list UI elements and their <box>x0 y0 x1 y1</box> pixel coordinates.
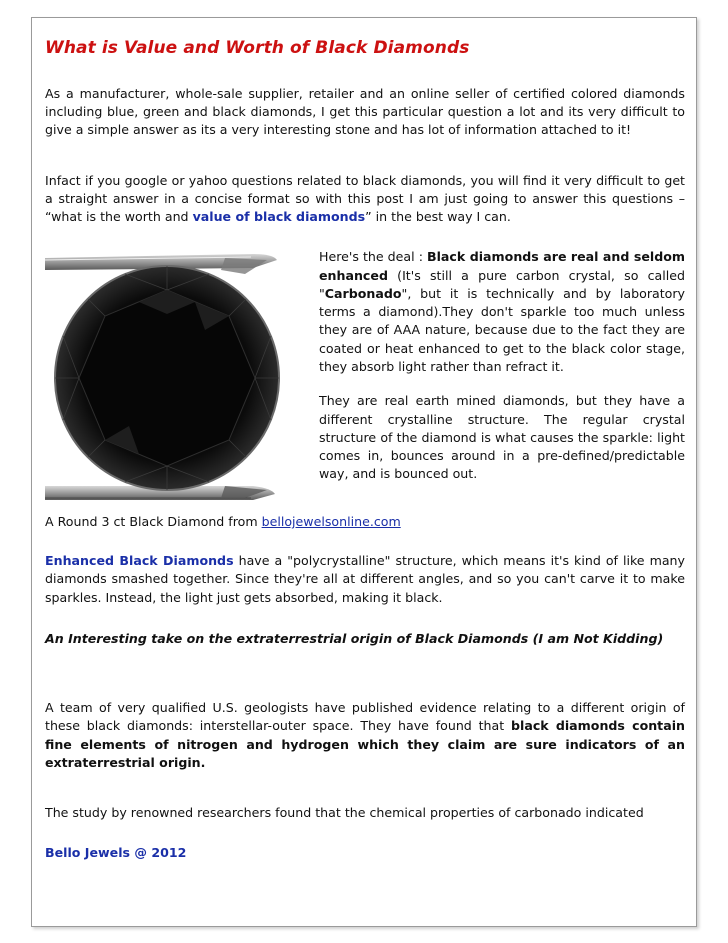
section-heading: An Interesting take on the extraterrestrial origin of Black Diamonds (I am Not Kidding) <box>45 630 664 646</box>
deal-text-a: Here's the deal : <box>319 249 428 265</box>
google-text-b: ” in the best way I can. <box>365 209 511 225</box>
image-caption <box>45 514 685 529</box>
enhanced-label[interactable]: Enhanced Black Diamonds <box>45 553 234 569</box>
deal-text-b: (It's still a pure carbon crystal, so called " <box>319 267 685 301</box>
footer-credit: Bello Jewels @ 2012 <box>45 845 187 861</box>
side-text <box>319 248 685 484</box>
geologists-paragraph <box>45 699 685 772</box>
deal-text-c: ", but it is technically and by laboratory terms a diamond).They don't sparkle too much unless they are of AAA nature, because due to the fact they are coated or heat enhanced to get to the black color stage, they absorb light rather than refract it. <box>319 285 685 374</box>
caption-text: A Round 3 ct Black Diamond from <box>45 514 262 530</box>
caption-link[interactable]: bellojewelsonline.com <box>261 514 401 530</box>
study-paragraph: The study by renowned researchers found that the chemical properties of carbonado indicated <box>45 804 644 820</box>
geologists-bold: black diamonds contain fine elements of nitrogen and hydrogen which they claim are sure indicators of an extraterrestrial origin. <box>45 718 685 770</box>
earth-mined-paragraph: They are real earth mined diamonds, but they have a different crystalline structure. The regular crystal structure of the diamond is what causes the sparkle: light comes in, bounces around in a pre-defined/predictable way, and is bounced out. <box>319 393 685 482</box>
page-title: What is Value and Worth of Black Diamonds <box>45 38 470 58</box>
google-text-a: Infact if you google or yahoo questions related to black diamonds, you will find it very difficult to get a straight answer in a concise format so with this post I am just going to answer this questions – “what is the worth and <box>45 172 685 225</box>
value-link[interactable]: value of black diamonds <box>192 209 366 225</box>
document-body <box>45 38 685 860</box>
diamond-section <box>45 248 685 506</box>
google-paragraph <box>45 172 685 227</box>
enhanced-paragraph <box>45 552 685 607</box>
enhanced-text: have a "polycrystalline" structure, which means it's kind of like many diamonds smashed together. Since they're all at different angles, and so you can't carve it to make sparkles. Instead, the light just gets absorbed, making it black. <box>45 553 685 605</box>
deal-paragraph <box>319 248 685 376</box>
intro-paragraph: As a manufacturer, whole-sale supplier, retailer and an online seller of certified colored diamonds including blue, green and black diamonds, I get this particular question a lot and its very difficult to give a simple answer as its a very interesting stone and has lot of information attached to it! <box>45 86 685 138</box>
black-diamond-image <box>45 248 313 506</box>
deal-bold: Black diamonds are real and seldom enhanced <box>319 249 686 283</box>
carbonado-term: Carbonado <box>324 285 402 301</box>
geologists-text: A team of very qualified U.S. geologists have published evidence relating to a different origin of these black diamonds: interstellar-outer space. They have found that <box>45 700 685 734</box>
